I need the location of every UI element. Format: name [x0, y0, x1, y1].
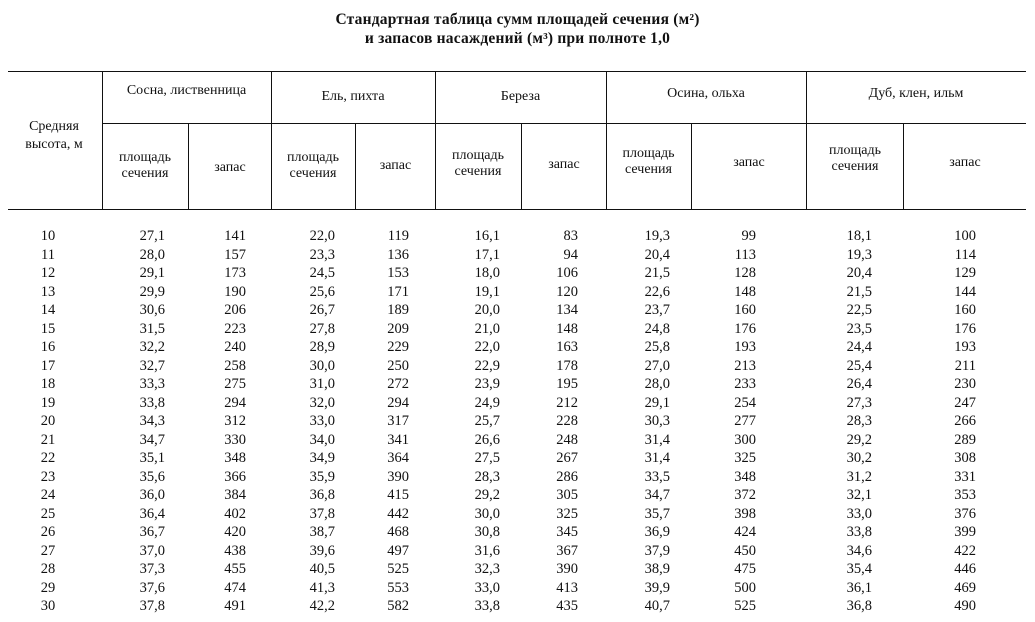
table-cell: 193 [954, 339, 976, 355]
table-cell: 446 [954, 561, 976, 577]
column-oak-area [822, 227, 872, 616]
table-cell: 14 [40, 302, 56, 318]
table-cell: 37,8 [139, 598, 165, 614]
table-cell: 317 [387, 413, 409, 429]
table-cell: 30,6 [139, 302, 165, 318]
header-species-oak: Дуб, клен, ильм [868, 86, 964, 101]
table-cell: 372 [734, 487, 756, 503]
table-cell: 106 [556, 265, 578, 281]
table-cell: 31,6 [474, 542, 500, 559]
table-cell: 22,0 [309, 228, 335, 244]
table-cell: 254 [734, 394, 756, 411]
table-cell: 33,0 [309, 413, 335, 429]
table-cell: 27 [40, 542, 56, 559]
table-cell: 22,0 [474, 339, 500, 355]
subseparator-spruce [355, 124, 356, 209]
subseparator-birch [521, 124, 522, 209]
header-height-column: Средняя высота, м [25, 119, 83, 152]
table-cell: 29,2 [474, 487, 500, 503]
table-cell: 25,8 [644, 339, 670, 355]
header-stock-pine: запас [214, 160, 246, 175]
title-line-2: и запасов насаждений (м³) при полноте 1,0 [364, 30, 671, 47]
table-cell: 267 [556, 450, 578, 466]
separator-height-col [102, 72, 103, 209]
column-pine-area [115, 227, 165, 616]
table-cell: 17 [40, 357, 56, 374]
table-cell: 19,3 [846, 246, 872, 263]
table-cell: 27,5 [474, 450, 500, 466]
table-cell: 294 [224, 394, 246, 411]
table-cell: 37,9 [644, 542, 670, 559]
table-cell: 37,6 [139, 579, 165, 596]
table-cell: 420 [224, 524, 246, 540]
table-cell: 119 [387, 228, 409, 244]
table-cell: 490 [954, 598, 976, 614]
separator-birch [606, 72, 607, 209]
table-cell: 27,1 [139, 228, 165, 244]
table-cell: 497 [387, 542, 409, 559]
table-cell: 29,2 [846, 431, 872, 448]
table-cell: 32,1 [846, 487, 872, 503]
header-species-birch: Береза [500, 89, 541, 104]
table-cell: 500 [734, 579, 756, 596]
table-cell: 144 [954, 283, 976, 300]
header-area-spruce: площадь сечения [287, 150, 339, 181]
table-cell: 272 [387, 376, 409, 392]
table-cell: 42,2 [309, 598, 335, 614]
table-cell: 157 [224, 246, 246, 263]
table-cell: 28,3 [846, 413, 872, 429]
table-cell: 31,4 [644, 431, 670, 448]
table-cell: 468 [387, 524, 409, 540]
table-cell: 21,5 [846, 283, 872, 300]
table-cell: 36,8 [846, 598, 872, 614]
table-cell: 384 [224, 487, 246, 503]
table-cell: 32,0 [309, 394, 335, 411]
table-cell: 32,3 [474, 561, 500, 577]
header-area-oak: площадь сечения [829, 143, 881, 174]
table-cell: 402 [224, 505, 246, 522]
table-cell: 553 [387, 579, 409, 596]
table-cell: 83 [563, 228, 578, 244]
table-cell: 325 [556, 505, 578, 522]
subseparator-oak [903, 124, 904, 209]
table-cell: 36,4 [139, 505, 165, 522]
table-cell: 39,6 [309, 542, 335, 559]
table-cell: 28,9 [309, 339, 335, 355]
table-cell: 475 [734, 561, 756, 577]
table-cell: 212 [556, 394, 578, 411]
table-cell: 31,4 [644, 450, 670, 466]
table-cell: 35,4 [846, 561, 872, 577]
table-cell: 100 [954, 228, 976, 244]
table-cell: 31,5 [139, 320, 165, 337]
table-cell: 366 [224, 468, 246, 485]
table-cell: 247 [954, 394, 976, 411]
group-rule-aspen [606, 123, 806, 124]
table-cell: 33,5 [644, 468, 670, 485]
table-cell: 364 [387, 450, 409, 466]
table-cell: 36,0 [139, 487, 165, 503]
table-cell: 23,9 [474, 376, 500, 392]
column-oak-stock [930, 227, 976, 616]
header-stock-oak: запас [949, 155, 981, 170]
table-cell: 29,9 [139, 283, 165, 300]
table-cell: 30,0 [474, 505, 500, 522]
table-cell: 23 [40, 468, 56, 485]
table-cell: 10 [40, 228, 56, 244]
table-cell: 229 [387, 339, 409, 355]
header-species-aspen: Осина, ольха [667, 86, 745, 101]
table-cell: 176 [734, 320, 756, 337]
table-cell: 474 [224, 579, 246, 596]
table-cell: 258 [224, 357, 246, 374]
column-pine-stock [200, 227, 246, 616]
table-cell: 289 [954, 431, 976, 448]
table-cell: 33,8 [139, 394, 165, 411]
table-cell: 353 [954, 487, 976, 503]
table-cell: 163 [556, 339, 578, 355]
table-cell: 300 [734, 431, 756, 448]
table-cell: 23,3 [309, 246, 335, 263]
table-cell: 35,7 [644, 505, 670, 522]
table-cell: 37,0 [139, 542, 165, 559]
separator-spruce [435, 72, 436, 209]
table-cell: 250 [387, 357, 409, 374]
table-cell: 19 [40, 394, 56, 411]
table-cell: 415 [387, 487, 409, 503]
table-cell: 38,9 [644, 561, 670, 577]
table-cell: 211 [954, 357, 976, 374]
table-cell: 148 [556, 320, 578, 337]
table-cell: 189 [387, 302, 409, 318]
table-cell: 308 [954, 450, 976, 466]
table-cell: 32,7 [139, 357, 165, 374]
table-cell: 195 [556, 376, 578, 392]
table-cell: 206 [224, 302, 246, 318]
table-cell: 24,9 [474, 394, 500, 411]
table-cell: 36,9 [644, 524, 670, 540]
table-cell: 390 [556, 561, 578, 577]
table-cell: 148 [734, 283, 756, 300]
table-cell: 230 [954, 376, 976, 392]
column-aspen-stock [710, 227, 756, 616]
table-cell: 160 [954, 302, 976, 318]
table-cell: 34,7 [644, 487, 670, 503]
table-cell: 26,7 [309, 302, 335, 318]
table-cell: 26,6 [474, 431, 500, 448]
table-cell: 28 [40, 561, 56, 577]
header-top-rule [8, 71, 1026, 72]
table-cell: 348 [734, 468, 756, 485]
table-cell: 525 [734, 598, 756, 614]
table-cell: 21 [40, 431, 56, 448]
group-rule-oak [806, 123, 1026, 124]
table-cell: 34,0 [309, 431, 335, 448]
table-cell: 19,3 [644, 228, 670, 244]
table-cell: 20,0 [474, 302, 500, 318]
table-cell: 26,4 [846, 376, 872, 392]
table-cell: 422 [954, 542, 976, 559]
table-cell: 171 [387, 283, 409, 300]
table-cell: 40,5 [309, 561, 335, 577]
table-cell: 330 [224, 431, 246, 448]
table-cell: 114 [954, 246, 976, 263]
column-heights [22, 227, 74, 616]
group-rule-birch [435, 123, 606, 124]
table-cell: 266 [954, 413, 976, 429]
table-cell: 18 [40, 376, 56, 392]
table-cell: 469 [954, 579, 976, 596]
table-cell: 30,2 [846, 450, 872, 466]
table-cell: 19,1 [474, 283, 500, 300]
table-cell: 23,7 [644, 302, 670, 318]
table-cell: 25 [40, 505, 56, 522]
table-cell: 18,1 [846, 228, 872, 244]
table-cell: 442 [387, 505, 409, 522]
table-cell: 33,8 [846, 524, 872, 540]
header-species-pine: Сосна, лиственница [126, 83, 247, 98]
table-cell: 26 [40, 524, 56, 540]
table-cell: 20,4 [846, 265, 872, 281]
table-cell: 176 [954, 320, 976, 337]
table-cell: 22 [40, 450, 56, 466]
table-cell: 34,9 [309, 450, 335, 466]
table-cell: 240 [224, 339, 246, 355]
table-cell: 178 [556, 357, 578, 374]
table-cell: 27,0 [644, 357, 670, 374]
table-cell: 228 [556, 413, 578, 429]
table-cell: 223 [224, 320, 246, 337]
table-cell: 141 [224, 228, 246, 244]
table-cell: 16,1 [474, 228, 500, 244]
table-cell: 11 [41, 246, 55, 263]
table-cell: 13 [40, 283, 56, 300]
table-cell: 248 [556, 431, 578, 448]
header-species-spruce: Ель, пихта [321, 89, 385, 104]
table-cell: 41,3 [309, 579, 335, 596]
table-cell: 33,3 [139, 376, 165, 392]
table-cell: 99 [741, 228, 756, 244]
table-cell: 153 [387, 265, 409, 281]
table-cell: 34,7 [139, 431, 165, 448]
table-title [0, 10, 1035, 48]
table-cell: 29 [40, 579, 56, 596]
table-cell: 367 [556, 542, 578, 559]
table-cell: 582 [387, 598, 409, 614]
table-cell: 455 [224, 561, 246, 577]
table-cell: 28,3 [474, 468, 500, 485]
table-cell: 525 [387, 561, 409, 577]
table-cell: 20 [40, 413, 56, 429]
table-cell: 27,8 [309, 320, 335, 337]
table-cell: 450 [734, 542, 756, 559]
table-cell: 128 [734, 265, 756, 281]
table-cell: 233 [734, 376, 756, 392]
table-cell: 18,0 [474, 265, 500, 281]
table-cell: 36,8 [309, 487, 335, 503]
table-cell: 190 [224, 283, 246, 300]
group-rule-spruce [271, 123, 435, 124]
table-cell: 32,2 [139, 339, 165, 355]
table-cell: 424 [734, 524, 756, 540]
column-birch-area [450, 227, 500, 616]
table-cell: 275 [224, 376, 246, 392]
separator-aspen [806, 72, 807, 209]
table-cell: 294 [387, 394, 409, 411]
table-cell: 348 [224, 450, 246, 466]
header-stock-birch: запас [548, 157, 580, 172]
table-cell: 136 [387, 246, 409, 263]
table-cell: 28,0 [139, 246, 165, 263]
table-cell: 34,6 [846, 542, 872, 559]
table-cell: 129 [954, 265, 976, 281]
column-spruce-area [285, 227, 335, 616]
header-stock-spruce: запас [379, 158, 412, 173]
table-cell: 134 [556, 302, 578, 318]
column-aspen-area [620, 227, 670, 616]
table-cell: 390 [387, 468, 409, 485]
table-cell: 38,7 [309, 524, 335, 540]
table-cell: 435 [556, 598, 578, 614]
table-cell: 12 [40, 265, 56, 281]
table-cell: 173 [224, 265, 246, 281]
table-cell: 120 [556, 283, 578, 300]
table-cell: 376 [954, 505, 976, 522]
table-cell: 305 [556, 487, 578, 503]
table-cell: 33,0 [474, 579, 500, 596]
table-cell: 16 [40, 339, 56, 355]
table-cell: 209 [387, 320, 409, 337]
subseparator-aspen [691, 124, 692, 209]
table-cell: 20,4 [644, 246, 670, 263]
table-cell: 31,0 [309, 376, 335, 392]
table-cell: 37,8 [309, 505, 335, 522]
table-cell: 22,9 [474, 357, 500, 374]
table-cell: 213 [734, 357, 756, 374]
table-cell: 30 [40, 598, 56, 614]
table-cell: 34,3 [139, 413, 165, 429]
table-cell: 22,5 [846, 302, 872, 318]
table-cell: 491 [224, 598, 246, 614]
table-cell: 29,1 [644, 394, 670, 411]
table-cell: 40,7 [644, 598, 670, 614]
table-cell: 286 [556, 468, 578, 485]
table-cell: 17,1 [474, 246, 500, 263]
table-cell: 37,3 [139, 561, 165, 577]
table-cell: 94 [563, 246, 578, 263]
table-cell: 33,8 [474, 598, 500, 614]
column-birch-stock [530, 227, 578, 616]
table-cell: 33,0 [846, 505, 872, 522]
table-cell: 331 [954, 468, 976, 485]
table-cell: 30,3 [644, 413, 670, 429]
table-cell: 36,7 [139, 524, 165, 540]
table-cell: 22,6 [644, 283, 670, 300]
table-cell: 27,3 [846, 394, 872, 411]
table-cell: 36,1 [846, 579, 872, 596]
separator-pine [271, 72, 272, 209]
table-cell: 31,2 [846, 468, 872, 485]
table-cell: 277 [734, 413, 756, 429]
table-cell: 25,7 [474, 413, 500, 429]
table-cell: 312 [224, 413, 246, 429]
column-spruce-stock [365, 227, 409, 616]
table-cell: 160 [734, 302, 756, 318]
table-cell: 21,0 [474, 320, 500, 337]
table-cell: 399 [954, 524, 976, 540]
table-cell: 413 [556, 579, 578, 596]
header-bottom-rule [8, 209, 1026, 210]
table-cell: 438 [224, 542, 246, 559]
table-cell: 341 [387, 431, 409, 448]
subseparator-pine [188, 124, 189, 209]
table-cell: 35,1 [139, 450, 165, 466]
table-cell: 39,9 [644, 579, 670, 596]
header-stock-aspen: запас [733, 155, 765, 170]
table-cell: 15 [40, 320, 56, 337]
table-cell: 35,6 [139, 468, 165, 485]
table-cell: 25,6 [309, 283, 335, 300]
table-cell: 29,1 [139, 265, 165, 281]
table-cell: 24,5 [309, 265, 335, 281]
table-cell: 35,9 [309, 468, 335, 485]
table-cell: 23,5 [846, 320, 872, 337]
title-line-1: Стандартная таблица сумм площадей сечения (м²) [335, 11, 700, 28]
table-cell: 398 [734, 505, 756, 522]
table-cell: 24,4 [846, 339, 872, 355]
table-cell: 25,4 [846, 357, 872, 374]
header-area-aspen: площадь сечения [622, 146, 675, 177]
table-cell: 24 [40, 487, 56, 503]
header-area-pine: площадь сечения [119, 150, 171, 181]
table-cell: 30,8 [474, 524, 500, 540]
table-cell: 24,8 [644, 320, 670, 337]
table-cell: 345 [556, 524, 578, 540]
table-cell: 193 [734, 339, 756, 355]
table-cell: 325 [734, 450, 756, 466]
table-cell: 30,0 [309, 357, 335, 374]
table-cell: 21,5 [644, 265, 670, 281]
table-cell: 28,0 [644, 376, 670, 392]
table-cell: 113 [734, 246, 756, 263]
header-area-birch: площадь сечения [452, 148, 504, 179]
group-rule-pine [102, 123, 271, 124]
